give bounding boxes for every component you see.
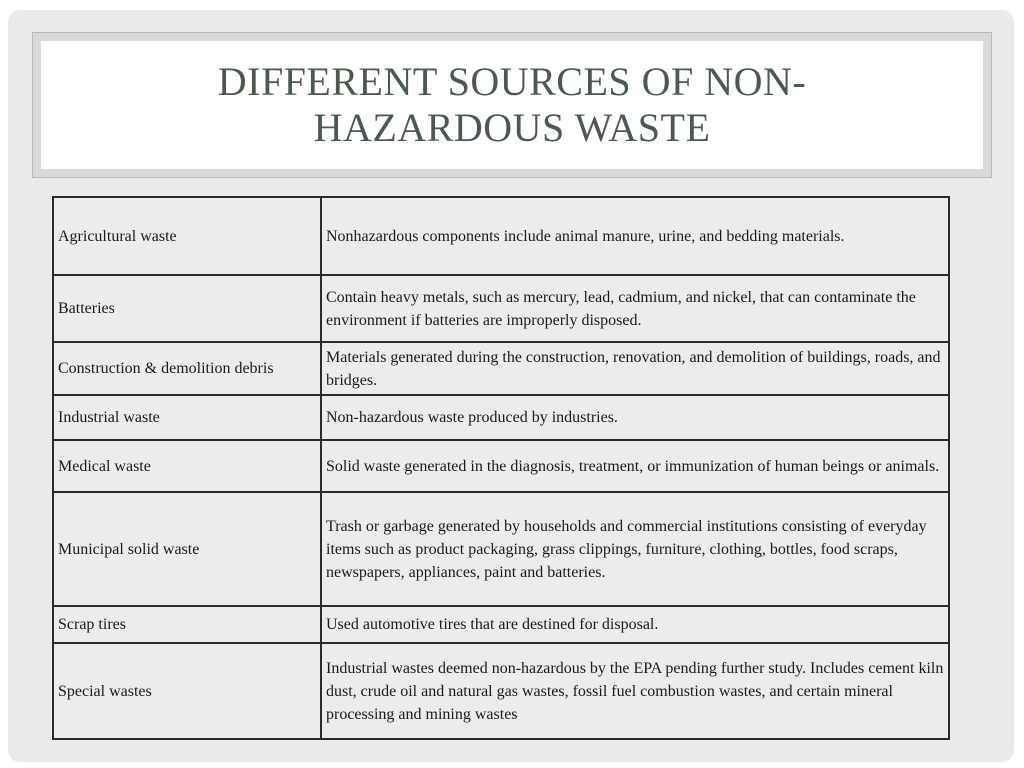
waste-sources-table-container <box>52 196 948 740</box>
table-row <box>53 197 949 275</box>
table-row <box>53 395 949 440</box>
title-box <box>41 41 983 169</box>
table-row <box>53 275 949 342</box>
waste-source-cell: Medical waste <box>53 440 321 492</box>
table-row <box>53 342 949 395</box>
waste-sources-table <box>52 196 950 740</box>
table-row <box>53 440 949 492</box>
waste-description-cell: Solid waste generated in the diagnosis, treatment, or immunization of human beings or animals. <box>321 440 949 492</box>
title-frame <box>32 32 992 178</box>
waste-source-cell: Special wastes <box>53 643 321 739</box>
waste-source-cell: Scrap tires <box>53 606 321 643</box>
waste-source-cell: Construction & demolition debris <box>53 342 321 395</box>
waste-description-cell: Used automotive tires that are destined for disposal. <box>321 606 949 643</box>
waste-source-cell: Industrial waste <box>53 395 321 440</box>
waste-source-cell: Municipal solid waste <box>53 492 321 606</box>
waste-description-cell: Nonhazardous components include animal manure, urine, and bedding materials. <box>321 197 949 275</box>
waste-description-cell: Contain heavy metals, such as mercury, lead, cadmium, and nickel, that can contaminate the environment if batteries are improperly disposed. <box>321 275 949 342</box>
waste-source-cell: Agricultural waste <box>53 197 321 275</box>
waste-source-cell: Batteries <box>53 275 321 342</box>
slide-title: DIFFERENT SOURCES OF NON-HAZARDOUS WASTE <box>217 59 807 150</box>
table-row <box>53 606 949 643</box>
waste-description-cell: Non-hazardous waste produced by industries. <box>321 395 949 440</box>
waste-description-cell: Materials generated during the construction, renovation, and demolition of buildings, roads, and bridges. <box>321 342 949 395</box>
table-row <box>53 492 949 606</box>
waste-description-cell: Trash or garbage generated by households and commercial institutions consisting of everyday items such as product packaging, grass clippings, furniture, clothing, bottles, food scraps, newspapers, appliances, paint and batteries. <box>321 492 949 606</box>
slide <box>8 10 1014 762</box>
table-row <box>53 643 949 739</box>
waste-description-cell: Industrial wastes deemed non-hazardous by the EPA pending further study. Includes cement kiln dust, crude oil and natural gas wastes, fossil fuel combustion wastes, and certain mineral processing and mining wastes <box>321 643 949 739</box>
